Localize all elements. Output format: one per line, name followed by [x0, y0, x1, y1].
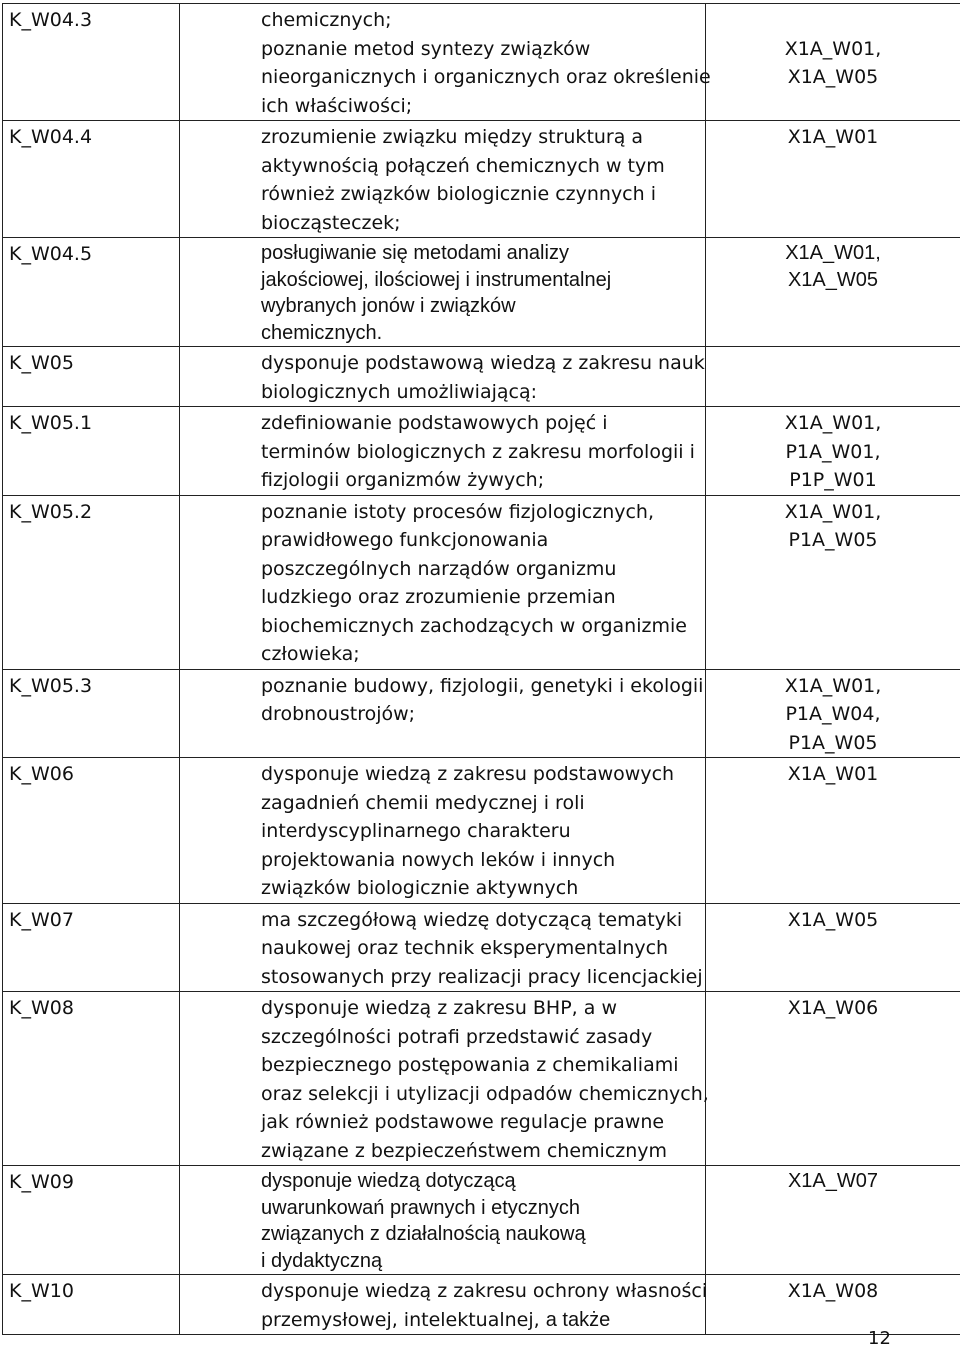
outcome-description	[180, 496, 705, 669]
description-line	[261, 1195, 695, 1222]
reference-code: X1A_W05	[787, 268, 879, 291]
outcome-description-cell	[180, 121, 706, 238]
outcome-code: K_W05.2	[9, 500, 93, 523]
description-line	[261, 438, 695, 467]
description-line	[261, 640, 695, 669]
description-line	[261, 6, 695, 35]
description-line	[261, 209, 695, 238]
description-text: poznanie metod syntezy związków	[261, 37, 591, 60]
reference-cell	[706, 121, 960, 238]
description-text: ma szczegółową wiedzę dotyczącą tematyki	[261, 908, 683, 931]
outcome-code-cell	[3, 992, 180, 1166]
description-text: jakościowej, ilościowej i instrumentalnej	[261, 268, 612, 291]
description-tail: a także	[545, 1308, 611, 1331]
description-text: dysponuje wiedzą z zakresu BHP, a w	[261, 997, 617, 1019]
description-line	[261, 1137, 695, 1166]
reference-cell	[706, 495, 960, 669]
table-row	[3, 4, 960, 121]
description-line	[261, 583, 695, 612]
outcome-description-cell	[180, 903, 706, 992]
description-line	[261, 555, 695, 584]
table-row	[3, 1275, 960, 1335]
reference-codes	[706, 1275, 960, 1306]
description-line	[261, 1168, 695, 1195]
description-line	[261, 349, 705, 378]
outcome-description	[180, 1275, 708, 1334]
reference-codes	[706, 992, 960, 1023]
reference-codes	[706, 1166, 960, 1195]
description-text: posługiwanie się metodami analizy	[261, 242, 569, 264]
outcome-code: K_W04.4	[9, 126, 93, 148]
outcome-description-cell	[180, 407, 706, 496]
description-text: chemicznych.	[261, 321, 383, 344]
reference-code: P1A_W01,	[785, 440, 881, 463]
reference-code: P1A_W05	[788, 731, 878, 754]
outcome-description-cell	[180, 495, 706, 669]
description-text: drobnoustrojów;	[261, 703, 416, 725]
outcome-code: K_W09	[9, 1171, 74, 1193]
reference-code: X1A_W05	[787, 66, 879, 88]
reference-code	[706, 6, 960, 35]
outcome-code: K_W08	[9, 997, 74, 1019]
description-line	[261, 123, 695, 152]
outcome-code-cell	[3, 121, 180, 238]
table-row	[3, 1166, 960, 1275]
description-line	[261, 846, 695, 875]
reference-codes	[706, 121, 960, 152]
description-text: chemicznych;	[261, 9, 392, 31]
outcome-code: K_W05.1	[9, 412, 93, 434]
outcome-code-cell	[3, 347, 180, 407]
table-row	[3, 121, 960, 238]
reference-code: X1A_W08	[787, 1280, 879, 1302]
description-text: również związków biologicznie czynnych i	[261, 183, 656, 205]
outcome-description-cell	[180, 992, 709, 1166]
outcome-code-cell	[3, 238, 180, 347]
page-number: 12	[868, 1328, 891, 1349]
description-line	[261, 612, 695, 641]
description-text: dysponuje wiedzą dotyczącą	[261, 1170, 516, 1192]
description-text: przemysłowej, intelektualnej,	[261, 1308, 546, 1331]
table-row	[3, 407, 960, 496]
description-text: uwarunkowań prawnych i etycznych	[261, 1196, 581, 1219]
reference-code: X1A_W01,	[784, 37, 882, 60]
outcome-description	[180, 407, 705, 495]
reference-code: P1A_W05	[788, 529, 878, 551]
reference-cell	[706, 4, 960, 121]
description-text: nieorganicznych i organicznych oraz określenie	[261, 66, 711, 88]
reference-cell	[706, 407, 960, 496]
description-text: ich właściwości;	[261, 94, 413, 117]
reference-cell	[706, 238, 960, 347]
description-text: dysponuje podstawową wiedzą z zakresu nauk	[261, 352, 705, 374]
description-line	[261, 240, 695, 267]
description-text: fizjologii organizmów żywych;	[261, 469, 545, 491]
reference-cell	[706, 903, 960, 992]
description-text: biologicznych umożliwiającą:	[261, 380, 538, 403]
reference-cell	[706, 347, 960, 407]
description-text: ludzkiego oraz zrozumienie przemian	[261, 586, 616, 608]
description-text: wybranych jonów i związków	[261, 295, 516, 317]
table-row	[3, 669, 960, 758]
outcome-code: K_W05	[9, 352, 74, 374]
description-line	[261, 267, 695, 294]
description-line	[261, 729, 695, 758]
outcome-description	[180, 992, 709, 1165]
description-text: zrozumienie związku między strukturą a	[261, 126, 644, 148]
outcome-code: K_W05.3	[9, 674, 93, 697]
outcome-code-cell	[3, 669, 180, 758]
description-line	[261, 874, 695, 903]
reference-code: X1A_W01	[787, 126, 879, 148]
description-text: biocząsteczek;	[261, 211, 401, 234]
description-line	[261, 409, 695, 438]
outcome-code-cell	[3, 495, 180, 669]
outcome-code-cell	[3, 407, 180, 496]
description-text: szczególności potrafi przedstawić zasady	[261, 1025, 653, 1048]
reference-code: X1A_W01,	[784, 412, 882, 434]
description-text: terminów biologicznych z zakresu morfologii i	[261, 440, 695, 463]
reference-codes	[706, 496, 960, 555]
outcome-description-cell	[180, 347, 706, 407]
description-text: projektowania nowych leków i innych	[261, 848, 616, 871]
outcome-code: K_W06	[9, 763, 74, 785]
reference-code: X1A_W01,	[785, 242, 881, 264]
description-text: aktywnością połączeń chemicznych w tym	[261, 154, 665, 177]
outcome-description	[180, 121, 705, 237]
description-text: zagadnień chemii medycznej i roli	[261, 791, 585, 814]
description-text: poszczególnych narządów organizmu	[261, 557, 617, 580]
description-line	[261, 498, 695, 527]
description-text: dysponuje wiedzą z zakresu ochrony własności	[261, 1280, 708, 1302]
description-line	[261, 35, 695, 64]
description-line	[261, 817, 695, 846]
reference-cell	[706, 1275, 960, 1335]
outcome-description	[180, 238, 705, 346]
reference-code: X1A_W05	[787, 908, 879, 931]
reference-codes	[706, 238, 960, 293]
outcome-description-cell	[180, 669, 706, 758]
reference-cell	[706, 992, 960, 1166]
reference-code	[706, 349, 960, 378]
table-row	[3, 238, 960, 347]
description-text: oraz selekcji i utylizacji odpadów chemicznych,	[261, 1082, 709, 1105]
outcome-code: K_W04.3	[9, 9, 93, 31]
reference-cell	[706, 1166, 960, 1275]
description-text: dysponuje wiedzą z zakresu podstawowych	[261, 763, 675, 785]
description-line	[261, 934, 695, 963]
outcome-description	[180, 347, 705, 406]
table-body	[3, 4, 960, 1335]
outcome-description	[180, 904, 705, 992]
description-text: związane z bezpieczeństwem chemicznym	[261, 1139, 668, 1162]
description-text: prawidłowego funkcjonowania	[261, 529, 549, 551]
description-line	[261, 963, 703, 992]
description-line	[261, 1306, 695, 1335]
reference-codes	[706, 904, 960, 935]
outcome-description-cell	[180, 758, 706, 904]
description-text: poznanie istoty procesów fizjologicznych,	[261, 500, 655, 523]
table-row	[3, 992, 960, 1166]
outcome-description	[180, 758, 705, 903]
description-line	[261, 1080, 709, 1109]
description-line	[261, 994, 695, 1023]
description-line	[261, 320, 695, 347]
outcome-code-cell	[3, 4, 180, 121]
description-text: jak również podstawowe regulacje prawne	[261, 1111, 665, 1133]
description-line	[261, 63, 711, 92]
outcome-description-cell	[180, 1275, 706, 1335]
table-row	[3, 347, 960, 407]
reference-codes	[706, 407, 960, 495]
reference-code: X1A_W06	[787, 997, 879, 1019]
description-line	[261, 672, 704, 701]
reference-code: P1A_W04,	[785, 703, 881, 725]
description-text: stosowanych przy realizacji pracy licencjackiej	[261, 965, 703, 988]
description-text: i dydaktyczną	[261, 1249, 383, 1272]
outcome-code-cell	[3, 1275, 180, 1335]
reference-code: X1A_W01	[787, 763, 879, 785]
description-line	[261, 378, 695, 407]
outcome-code-cell	[3, 1166, 180, 1275]
reference-codes	[706, 758, 960, 789]
reference-code: X1A_W07	[787, 1170, 879, 1192]
outcome-code: K_W04.5	[9, 243, 93, 265]
description-line	[261, 906, 695, 935]
outcome-description-cell	[180, 1166, 706, 1275]
description-line	[261, 152, 695, 181]
description-line	[261, 789, 695, 818]
outcome-description	[180, 4, 711, 120]
reference-code: X1A_W01,	[784, 500, 882, 523]
table-row	[3, 758, 960, 904]
description-text: poznanie budowy, fizjologii, genetyki i ekologii	[261, 674, 704, 697]
description-line	[261, 1277, 708, 1306]
reference-codes	[706, 4, 960, 92]
description-line	[261, 760, 695, 789]
outcome-code: K_W07	[9, 908, 74, 931]
learning-outcomes-table	[2, 3, 960, 1335]
description-text: bezpiecznego postępowania z chemikaliami	[261, 1054, 679, 1076]
outcome-code-cell	[3, 903, 180, 992]
description-line	[261, 293, 695, 320]
description-line	[261, 180, 695, 209]
description-line	[261, 1108, 695, 1137]
description-line	[261, 1248, 695, 1275]
reference-codes	[706, 347, 960, 378]
reference-code: P1P_W01	[789, 469, 877, 491]
outcome-description	[180, 1166, 705, 1274]
description-line	[261, 1023, 695, 1052]
outcome-description	[180, 670, 705, 758]
description-text: związanych z działalnością naukową	[261, 1223, 586, 1245]
outcome-description-cell	[180, 4, 711, 121]
reference-code: X1A_W01,	[784, 674, 882, 697]
description-line	[261, 1221, 695, 1248]
description-text: związków biologicznie aktywnych	[261, 877, 579, 899]
description-line	[261, 466, 695, 495]
table-row	[3, 903, 960, 992]
description-line	[261, 1051, 695, 1080]
outcome-description-cell	[180, 238, 706, 347]
description-line	[261, 92, 695, 121]
description-text: naukowej oraz technik eksperymentalnych	[261, 937, 669, 959]
table-row	[3, 495, 960, 669]
description-text: biochemicznych zachodzących w organizmie	[261, 614, 687, 637]
reference-cell	[706, 669, 960, 758]
description-text: interdyscyplinarnego charakteru	[261, 820, 571, 842]
reference-codes	[706, 670, 960, 758]
reference-cell	[706, 758, 960, 904]
outcome-code-cell	[3, 758, 180, 904]
description-text: zdefiniowanie podstawowych pojęć i	[261, 412, 608, 434]
description-line	[261, 526, 695, 555]
outcome-code: K_W10	[9, 1280, 74, 1302]
description-line	[261, 700, 695, 729]
description-text: człowieka;	[261, 643, 360, 665]
